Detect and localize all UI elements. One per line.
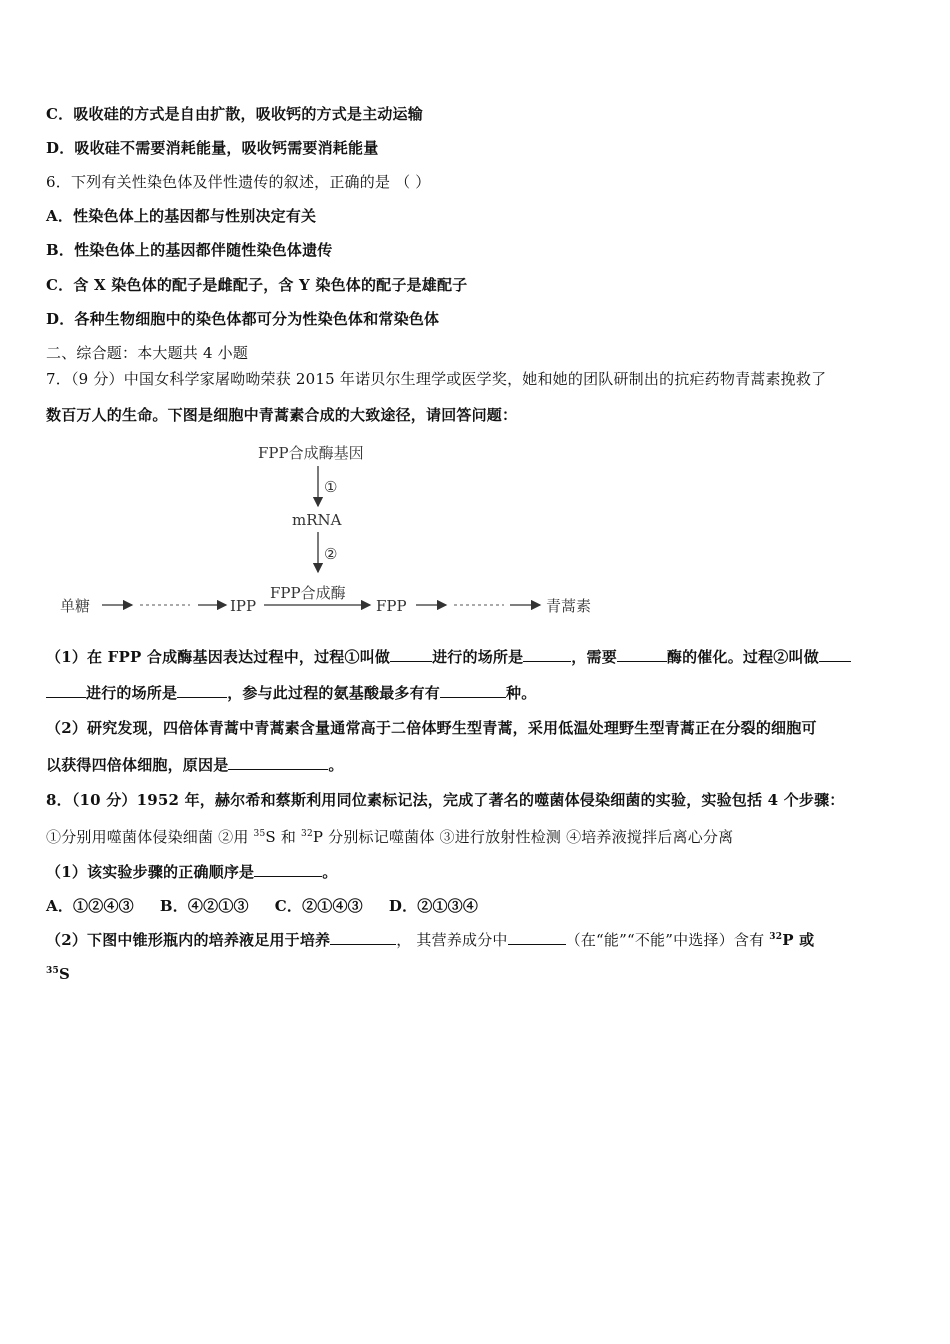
q7-p1-a: （1）在 FPP 合成酶基因表达过程中，过程①叫做: [46, 648, 391, 666]
q8-part2-cont: [46, 965, 70, 983]
q8-p2-a: （2）下图中锥形瓶内的培养液足用于培养: [46, 931, 331, 949]
q7-p1-f: ，参与此过程的氨基酸最多有有: [227, 684, 441, 702]
q6-option-d: D．各种生物细胞中的染色体都可分为性染色体和常染色体: [46, 310, 440, 328]
q7-stem-line1: [46, 368, 826, 389]
q8-steps-c: P 分别标记噬菌体 ③进行放射性检测 ④培养液搅拌后离心分离: [312, 828, 734, 846]
diagram-step-2: ②: [324, 545, 338, 563]
q8-p2-d: P 或: [782, 931, 815, 949]
q8-option-b: B．④②①③: [159, 897, 249, 915]
q6-option-c: C．含 X 染色体的配子是雌配子，含 Y 染色体的配子是雄配子: [46, 276, 468, 294]
q8-p2-e: S: [58, 965, 70, 983]
q7-part1-line1: [46, 646, 851, 667]
q8-option-d: D．②①③④: [388, 897, 479, 915]
diagram-enzyme-label: FPP合成酶: [270, 584, 346, 602]
q8-steps: [46, 826, 733, 847]
answer-blank[interactable]: [46, 683, 86, 698]
q8-steps-a: ①分别用噬菌体侵染细菌 ②用: [46, 828, 254, 846]
answer-blank[interactable]: [330, 930, 396, 945]
answer-blank[interactable]: [523, 647, 571, 662]
diagram-fpp-label: FPP: [376, 597, 407, 615]
q8-p1-a: （1）该实验步骤的正确顺序是: [46, 863, 255, 881]
q6-option-a: A．性染色体上的基因都与性别决定有关: [46, 207, 317, 225]
q7-p1-e: 进行的场所是: [86, 684, 178, 702]
q7-part2-line1: （2）研究发现，四倍体青蒿中青蒿素含量通常高于二倍体野生型青蒿，采用低温处理野生型青蒿正在分裂的细胞可: [46, 719, 817, 737]
q8-part1: [46, 861, 337, 882]
q8-part2: [46, 929, 814, 950]
q7-p2-b: 。: [328, 756, 344, 774]
q7-part2-line2: [46, 754, 344, 775]
q7-p1-g: 种。: [506, 684, 537, 702]
p32-mass-number: 32: [769, 932, 783, 942]
q8-steps-b: S 和: [265, 828, 302, 846]
q5-option-d: D．吸收硅不需要消耗能量，吸收钙需要消耗能量: [46, 139, 379, 157]
answer-blank[interactable]: [177, 683, 227, 698]
q8-p2-b: ， 其营养成分中: [396, 931, 508, 949]
q7-p1-c: ，需要: [571, 648, 617, 666]
q6-stem: [46, 171, 430, 192]
diagram-ipp-label: IPP: [230, 597, 257, 615]
q5-option-c: C．吸收硅的方式是自由扩散，吸收钙的方式是主动运输: [46, 105, 423, 123]
artemisinin-pathway-diagram: [40, 432, 640, 632]
diagram-sugar-label: 单糖: [60, 597, 91, 615]
diagram-step-1: ①: [324, 478, 338, 496]
answer-blank[interactable]: [390, 647, 432, 662]
q6-stem-text: 6．下列有关性染色体及伴性遗传的叙述，正确的是 （ ）: [46, 173, 431, 191]
s35-mass-number: 35: [253, 829, 266, 839]
q7-stem-line2: 数百万人的生命。下图是细胞中青蒿素合成的大致途径，请回答问题：: [46, 406, 518, 424]
q8-option-c: C．②①④③: [274, 897, 363, 915]
s35-mass-number: 35: [46, 966, 59, 976]
answer-blank[interactable]: [819, 647, 851, 662]
q7-stem-line1-text: 7．（9 分）中国女科学家屠呦呦荣获 2015 年诺贝尔生理学或医学奖，她和她的团队研制出的抗疟药物青蒿素挽救了: [46, 370, 827, 388]
answer-blank[interactable]: [508, 930, 566, 945]
diagram-mrna-label: mRNA: [292, 511, 342, 529]
q8-options: [46, 895, 478, 916]
q7-p2-a: 以获得四倍体细胞，原因是: [46, 756, 229, 774]
q6-option-b: B．性染色体上的基因都伴随性染色体遗传: [46, 241, 333, 259]
q8-option-a: A．①②④③: [46, 897, 134, 915]
q7-p1-b: 进行的场所是: [432, 648, 524, 666]
q7-part1-line2: [46, 682, 536, 703]
answer-blank[interactable]: [228, 755, 328, 770]
answer-blank[interactable]: [254, 862, 322, 877]
diagram-product-label: 青蒿素: [546, 597, 592, 615]
q8-stem: [46, 789, 845, 810]
answer-blank[interactable]: [440, 683, 506, 698]
q8-stem-text: 8．（10 分）1952 年，赫尔希和蔡斯利用同位素标记法，完成了著名的噬菌体侵染细菌的实验，实验包括 4 个步骤：: [46, 791, 845, 809]
q7-p1-d: 酶的催化。过程②叫做: [666, 648, 819, 666]
p32-mass-number: 32: [301, 829, 313, 839]
answer-blank[interactable]: [617, 647, 667, 662]
diagram-gene-label: FPP合成酶基因: [258, 444, 364, 462]
section-heading: 二、综合题：本大题共 4 小题: [46, 344, 249, 362]
q8-p2-c: （在“能”“不能”中选择）含有: [565, 931, 770, 949]
q8-p1-b: 。: [322, 863, 338, 881]
